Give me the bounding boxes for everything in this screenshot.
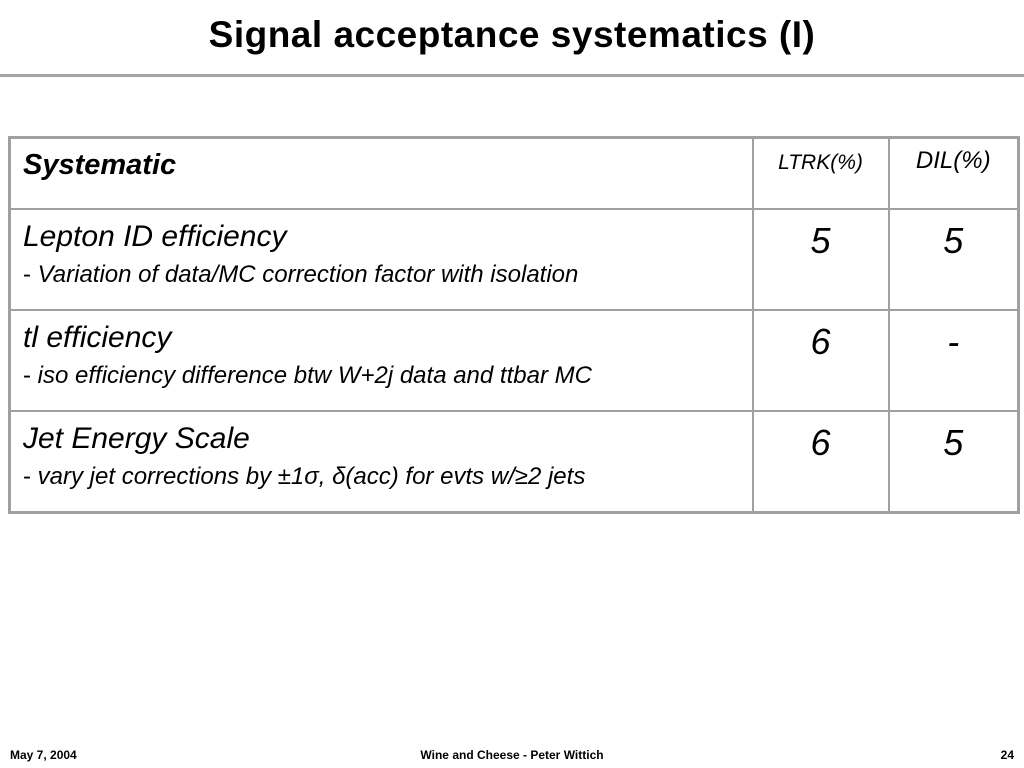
description-text: vary jet corrections by ±1σ, δ(acc) for evts w/≥2 jets <box>37 463 586 490</box>
header-ltrk: LTRK(%) <box>753 138 889 210</box>
table-row <box>10 209 1019 310</box>
description-dash: - <box>23 261 38 288</box>
header-dil: DIL(%) <box>889 138 1019 210</box>
title-divider <box>0 74 1024 77</box>
systematic-name: tl efficiency <box>23 321 172 354</box>
description-text: iso efficiency difference btw W+2j data and ttbar MC <box>37 362 592 389</box>
systematics-table <box>8 136 1020 514</box>
description-dash: - <box>23 362 38 389</box>
slide-title: Signal acceptance systematics (I) <box>208 14 816 55</box>
table-row <box>10 310 1019 411</box>
description-dash: - <box>23 463 38 490</box>
footer-page-number: 24 <box>1000 748 1014 762</box>
systematic-description <box>11 253 752 289</box>
table-row <box>10 411 1019 513</box>
ltrk-value: 6 <box>753 310 889 411</box>
header-systematic: Systematic <box>10 138 753 210</box>
systematic-description <box>11 354 752 390</box>
systematic-cell <box>10 209 753 310</box>
ltrk-value: 6 <box>753 411 889 513</box>
dil-value: - <box>889 310 1019 411</box>
dil-value: 5 <box>889 411 1019 513</box>
systematic-cell <box>10 310 753 411</box>
dil-value: 5 <box>889 209 1019 310</box>
description-text: Variation of data/MC correction factor with isolation <box>37 261 579 288</box>
systematic-name: Lepton ID efficiency <box>23 220 287 253</box>
footer-date: May 7, 2004 <box>10 748 77 762</box>
systematic-cell <box>10 411 753 513</box>
systematic-name: Jet Energy Scale <box>23 422 250 455</box>
systematic-description <box>11 455 752 491</box>
footer-presenter: Wine and Cheese - Peter Wittich <box>420 748 604 762</box>
ltrk-value: 5 <box>753 209 889 310</box>
table-header-row <box>10 138 1019 210</box>
